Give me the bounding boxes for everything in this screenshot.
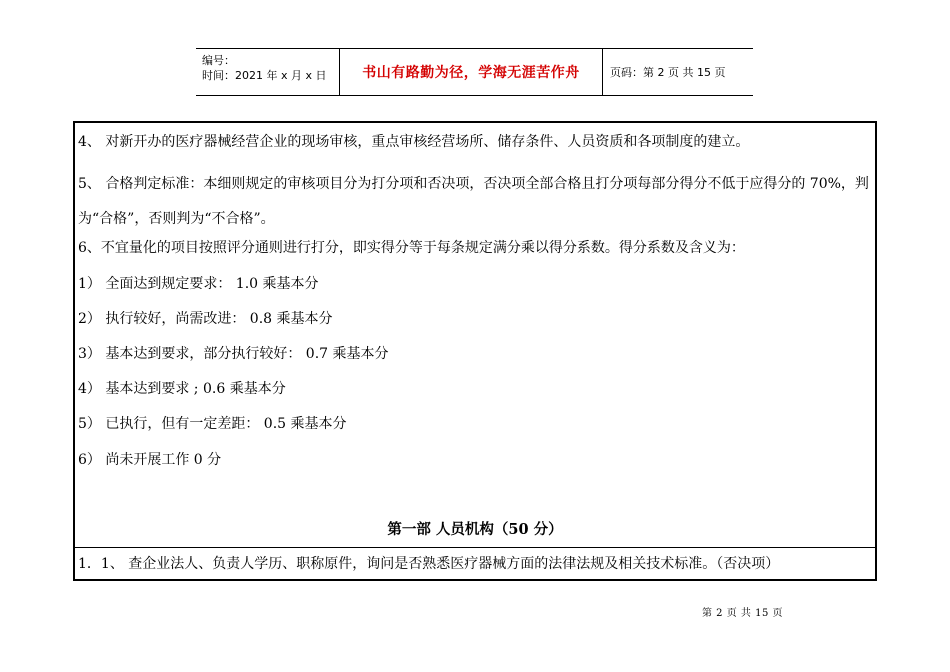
clause-1-1: 1．1、 查企业法人、负责人学历、职称原件，询问是否熟悉医疗器械方面的法律法规及相关技术标准。（否决项） (78, 556, 780, 572)
date-label: 时间：2021 年 x 月 x 日 (202, 69, 327, 82)
list-item: 2） 执行较好，尚需改进： 0.8 乘基本分 (78, 311, 333, 327)
header-meta (196, 49, 340, 95)
paragraph-6: 6、不宜量化的项目按照评分通则进行打分，即实得分等于每条规定满分乘以得分系数。得分系数及含义为： (78, 240, 745, 256)
paragraph-5: 5、 合格判定标准：本细则规定的审核项目分为打分项和否决项，否决项全部合格且打分项每部分得分不低于应得分的 70%，判为“合格”，否则判为“不合格”。 (78, 176, 869, 227)
list-item: 3） 基本达到要求，部分执行较好： 0.7 乘基本分 (78, 346, 389, 362)
content-box (73, 121, 877, 581)
page-header (196, 48, 753, 96)
paragraph-4: 4、 对新开办的医疗器械经营企业的现场审核，重点审核经营场所、储存条件、人员资质和各项制度的建立。 (78, 134, 750, 150)
list-item: 1） 全面达到规定要求： 1.0 乘基本分 (78, 276, 319, 292)
page-footer: 第 2 页 共 15 页 (702, 608, 783, 619)
list-item: 6） 尚未开展工作 0 分 (78, 452, 222, 468)
header-page-info: 页码：第 2 页 共 15 页 (610, 66, 726, 79)
section-title: 第一部 人员机构（50 分） (387, 521, 563, 538)
list-item: 4） 基本达到要求 ; 0.6 乘基本分 (78, 381, 286, 397)
list-item: 5） 已执行，但有一定差距： 0.5 乘基本分 (78, 416, 347, 432)
header-motto: 书山有路勤为径，学海无涯苦作舟 (340, 49, 603, 95)
row-divider (75, 547, 875, 548)
number-label: 编号： (202, 54, 235, 67)
